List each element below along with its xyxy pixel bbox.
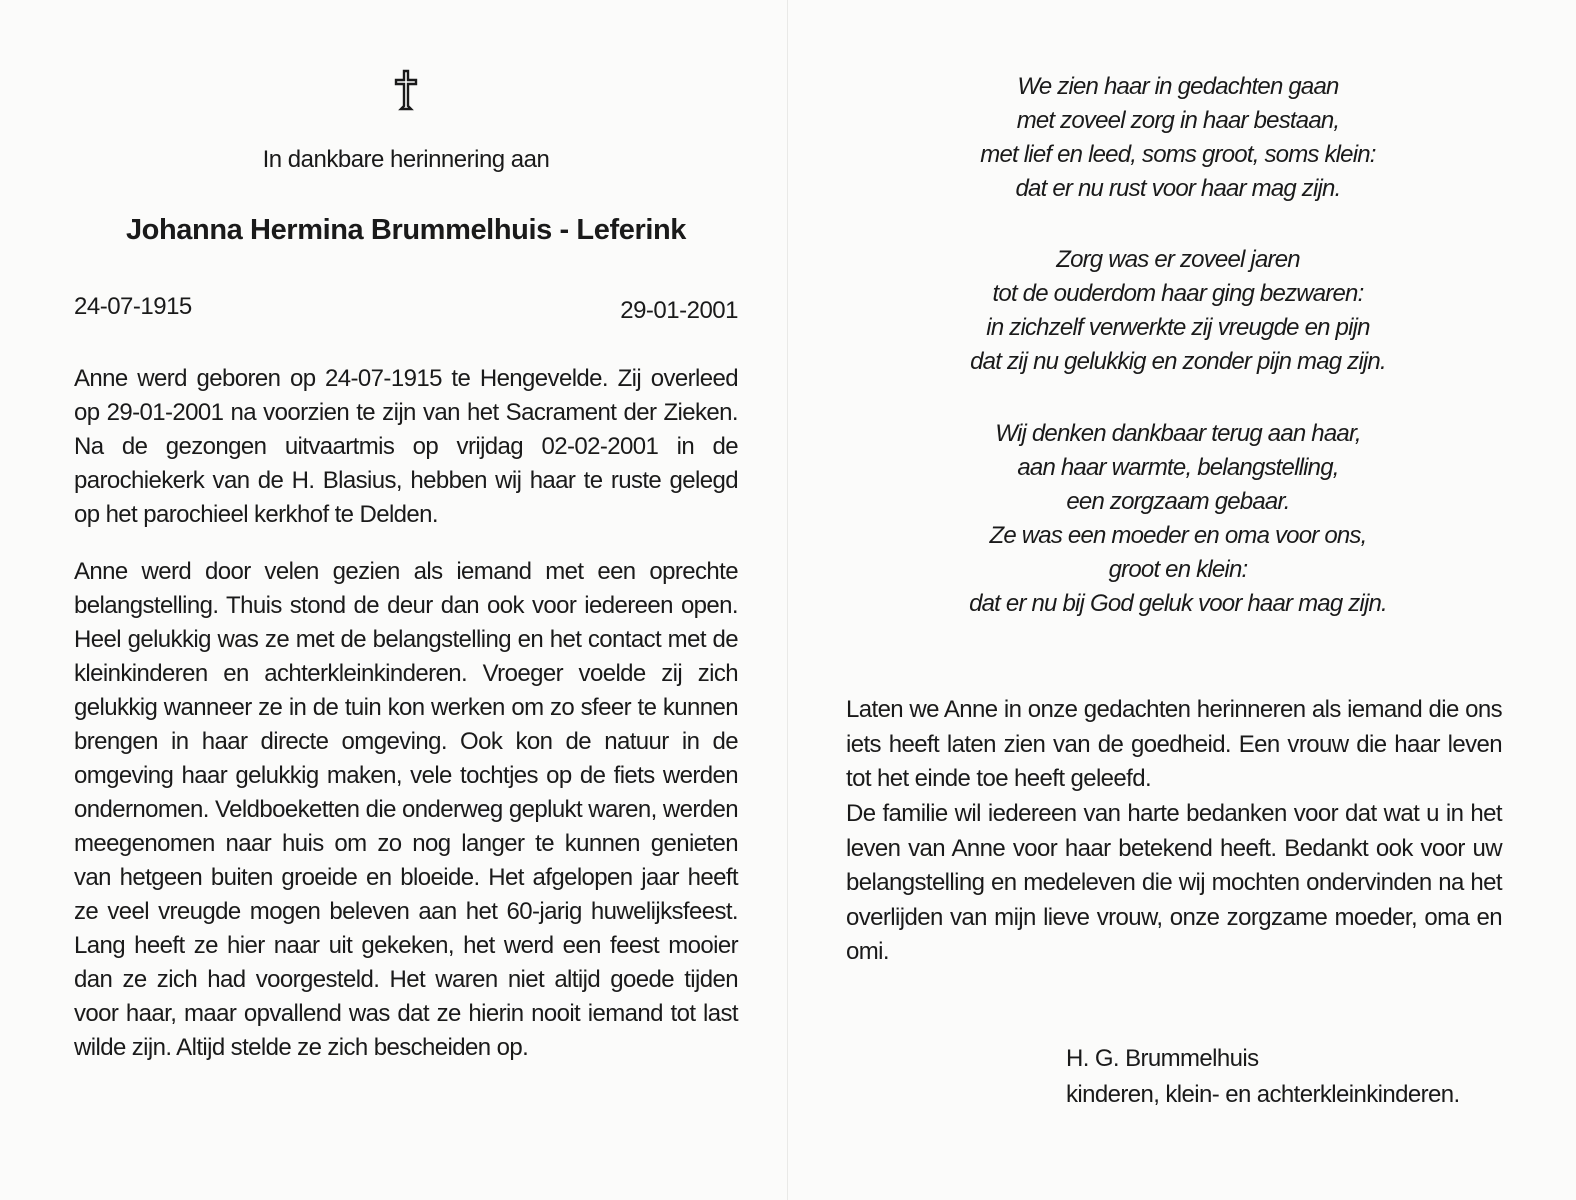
- poem-stanza-1: [846, 70, 1510, 206]
- poem-line: dat er nu rust voor haar mag zijn.: [1015, 175, 1341, 202]
- closing-paragraph-2: De familie wil iedereen van harte bedanken voor dat wat u in het leven van Anne voor haar betekend heeft. Bedankt ook voor uw belangstelling en medeleven die wij mochten ondervinden na het overlijden van mijn lieve vrouw, onze zorgzame moeder, oma en omi.: [846, 800, 1502, 965]
- poem-line: met lief en leed, soms groot, soms klein:: [980, 141, 1376, 168]
- intro-text: In dankbare herinnering aan: [262, 146, 550, 173]
- poem-stanza-3: [846, 417, 1510, 621]
- signature-block: [1066, 1041, 1460, 1113]
- poem-line: aan haar warmte, belangstelling,: [1017, 454, 1339, 481]
- poem-line: Ze was een moeder en oma voor ons,: [989, 522, 1367, 549]
- left-page: [74, 0, 738, 1200]
- closing-paragraph-1: Laten we Anne in onze gedachten herinneren als iemand die ons iets heeft laten zien van de goedheid. Een vrouw die haar leven tot het einde toe heeft geleefd.: [846, 696, 1502, 792]
- poem-stanza-2: [846, 243, 1510, 379]
- poem-line: dat er nu bij God geluk voor haar mag zijn.: [969, 590, 1387, 617]
- poem-line: in zichzelf verwerkte zij vreugde en pijn: [986, 314, 1370, 341]
- biography-paragraph-2: Anne werd door velen gezien als iemand met een oprechte belangstelling. Thuis stond de deur dan ook voor iedereen open. Heel gelukkig was ze met de belangstelling en het contact met de kleinkinderen en achterkleinkinderen. Vroeger voelde zij zich gelukkig wanneer ze in de tuin kon werken om zo sfeer te kunnen brengen in haar directe omgeving. Ook kon de natuur in de omgeving haar gelukkig maken, vele tochtjes op de fiets werden ondernomen. Veldboeketten die onderweg geplukt waren, werden meegenomen naar huis om zo nog langer te kunnen genieten van hetgeen buiten groeide en bloeide. Het afgelopen jaar heeft ze veel vreugde mogen beleven aan het 60-jarig huwelijksfeest. Lang heeft ze hier naar uit gekeken, het werd een feest mooier dan ze zich had voorgesteld. Het waren niet altijd goede tijden voor haar, maar opvallend was dat ze hierin nooit iemand tot last wilde zijn. Altijd stelde ze zich bescheiden op.: [74, 558, 738, 1061]
- poem-line: tot de ouderdom haar ging bezwaren:: [992, 280, 1364, 307]
- biography-paragraph-1: Anne werd geboren op 24-07-1915 te Hengevelde. Zij overleed op 29-01-2001 na voorzien te zijn van het Sacrament der Zieken. Na de gezongen uitvaartmis op vrijdag 02-02-2001 in de parochiekerk van de H. Blasius, hebben wij haar te ruste gelegd op het parochieel kerkhof te Delden.: [74, 365, 738, 528]
- poem-line: dat zij nu gelukkig en zonder pijn mag zijn.: [970, 348, 1386, 375]
- cross-icon: [390, 68, 422, 112]
- poem-line: We zien haar in gedachten gaan: [1017, 73, 1339, 100]
- poem-line: Wij denken dankbaar terug aan haar,: [995, 420, 1361, 447]
- right-page: [846, 0, 1502, 1200]
- poem-line: met zoveel zorg in haar bestaan,: [1016, 107, 1340, 134]
- death-date: 29-01-2001: [620, 297, 738, 324]
- signature-name: H. G. Brummelhuis: [1066, 1045, 1259, 1072]
- poem-line: groot en klein:: [1108, 556, 1248, 583]
- deceased-name: Johanna Hermina Brummelhuis - Leferink: [125, 214, 687, 246]
- signature-family: kinderen, klein- en achterkleinkinderen.: [1066, 1081, 1460, 1108]
- birth-date: 24-07-1915: [74, 293, 192, 320]
- poem-line: een zorgzaam gebaar.: [1066, 488, 1290, 515]
- poem-line: Zorg was er zoveel jaren: [1056, 246, 1300, 273]
- card-fold-line: [787, 0, 788, 1200]
